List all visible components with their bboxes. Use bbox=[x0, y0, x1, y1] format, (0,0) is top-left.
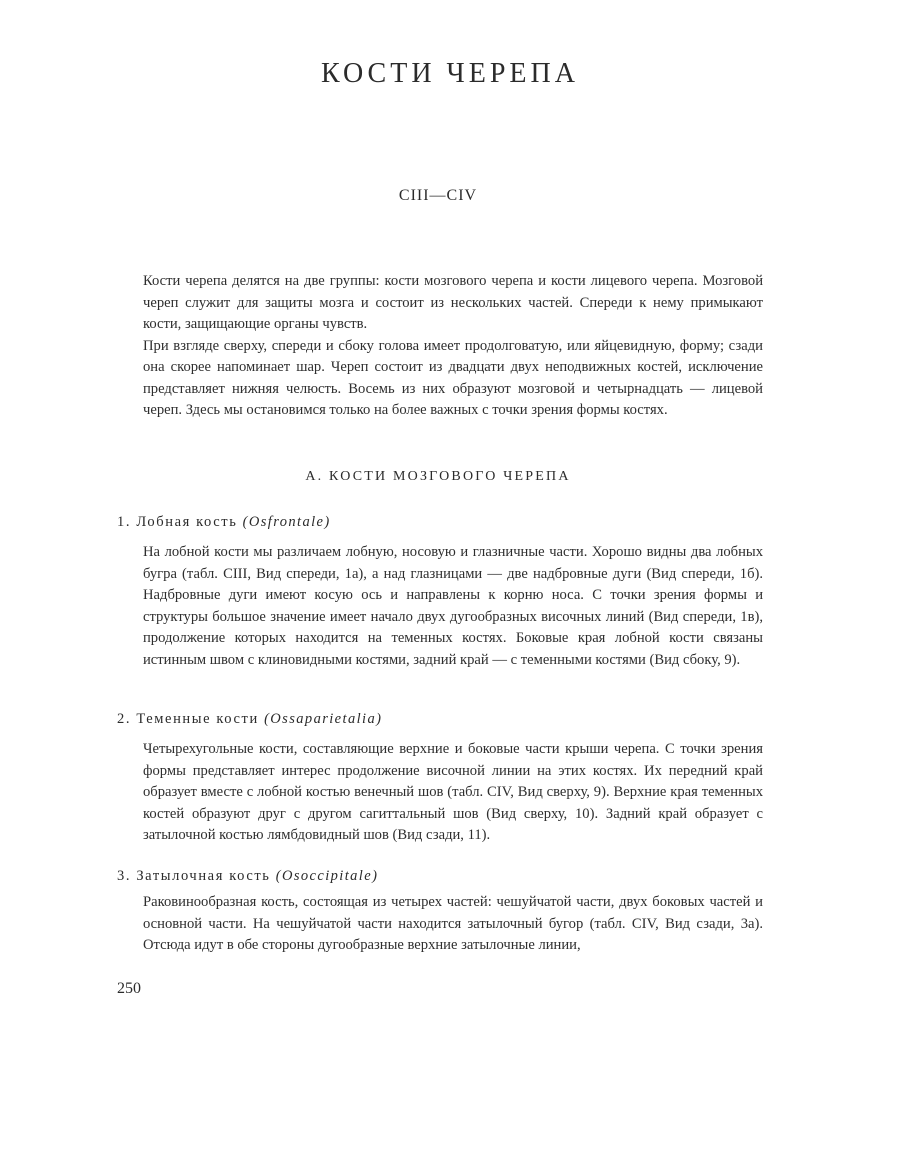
bone-name: Затылочная кость bbox=[136, 868, 271, 884]
bone-text-parietal bbox=[143, 739, 763, 847]
bone-latin-name: (Ossaparietalia) bbox=[264, 711, 383, 727]
page-number: 250 bbox=[117, 980, 141, 997]
bone-latin-name: (Osoccipitale) bbox=[275, 868, 379, 884]
section-a-title: А. КОСТИ МОЗГОВОГО ЧЕРЕПА bbox=[305, 469, 571, 484]
bone-number: 2. bbox=[117, 711, 132, 727]
intro-paragraph-2: При взгляде сверху, спереди и сбоку голова имеет продолговатую, или яйцевидную, форму; сзади она скорее напоминает шар. Череп состоит из двадцати двух неподвижных костей, исключение представляет нижняя челюсть. Восемь из них образуют мозговой и четырнадцать — лицевой череп. Здесь мы остановимся только на более важных с точки зрения формы костях. bbox=[143, 337, 763, 418]
bone-heading-parietal bbox=[117, 711, 382, 728]
bone-number: 1. bbox=[117, 514, 132, 530]
bone-description: На лобной кости мы различаем лобную, носовую и глазничные части. Хорошо видны два лобных бугра (табл. CIII, Вид спереди, 1а), а над глазницами — две надбровные дуги (Вид спереди, 1б). Надбровные дуги имеют косую ось и направлены к корню носа. С точки зрения формы и структуры большое значение имеет начало двух дугообразных височных линий (Вид спереди, 1в), продолжение которых находится на теменных костях. Боковые края лобной кости связаны истинным швом с клиновидными костями, задний край — с теменными костями (Вид сбоку, 9). bbox=[143, 544, 763, 668]
bone-text-frontal bbox=[143, 542, 763, 671]
intro-text bbox=[143, 271, 763, 422]
plate-reference: CIII—CIV bbox=[398, 187, 478, 204]
bone-description: Четырехугольные кости, составляющие верхние и боковые части крыши черепа. С точки зрения формы представляет интерес продолжение височной линии на этих костях. Их передний край образует вместе с лобной костью венечный шов (табл. CIV, Вид сверху, 9). Верхние края теменных костей образуют друг с другом сагиттальный шов (Вид сверху, 10). Задний край образует с затылочной костью лямбдовидный шов (Вид сзади, 11). bbox=[143, 741, 763, 843]
bone-heading-frontal bbox=[117, 514, 331, 531]
page-title: КОСТИ ЧЕРЕПА bbox=[321, 58, 579, 89]
bone-number: 3. bbox=[117, 868, 132, 884]
bone-name: Теменные кости bbox=[136, 711, 259, 727]
intro-paragraph-1: Кости черепа делятся на две группы: кости мозгового черепа и кости лицевого черепа. Мозговой череп служит для защиты мозга и состоит из нескольких частей. Спереди к нему примыкают кости, защищающие органы чувств. bbox=[143, 273, 763, 332]
bone-text-occipital bbox=[143, 892, 763, 957]
bone-description: Раковинообразная кость, состоящая из четырех частей: чешуйчатой части, двух боковых частей и основной части. На чешуйчатой части находится затылочный бугор (табл. CIV, Вид сзади, 3а). Отсюда идут в обе стороны дугообразные верхние затылочные линии, bbox=[143, 894, 763, 953]
bone-heading-occipital bbox=[117, 868, 378, 885]
bone-name: Лобная кость bbox=[136, 514, 238, 530]
bone-latin-name: (Osfrontale) bbox=[242, 514, 331, 530]
